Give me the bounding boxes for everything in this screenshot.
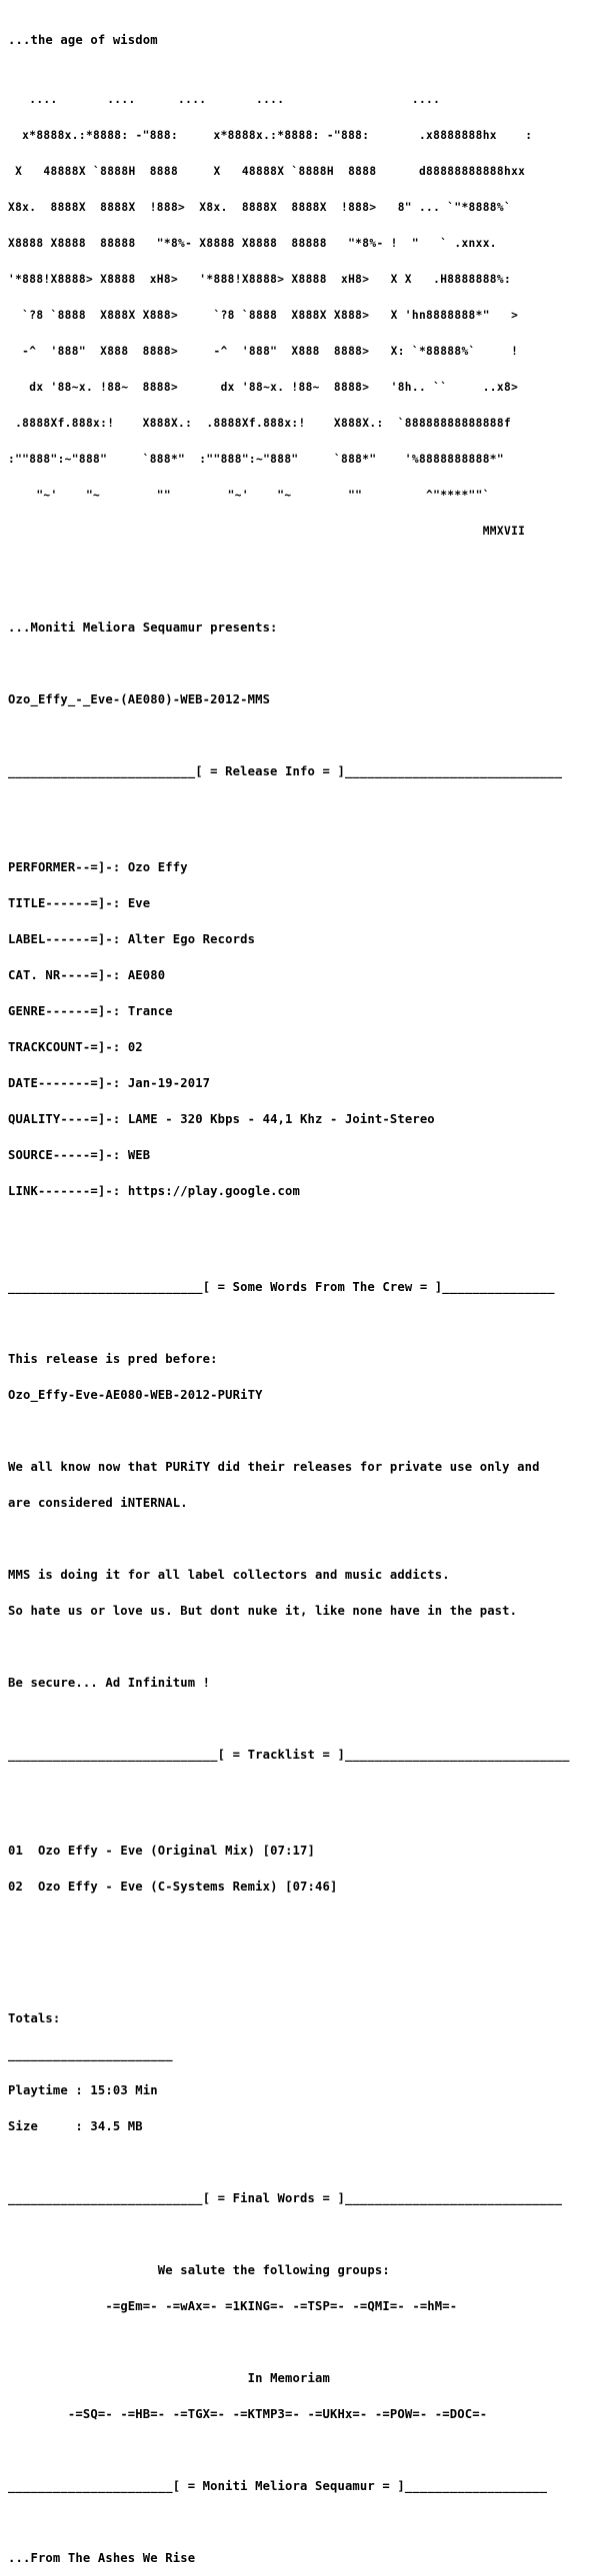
track-title: Ozo Effy - Eve (Original Mix): [37, 1844, 256, 1858]
ascii-art-line: "~' "~ "" "~' "~ "" ^"****""`: [8, 489, 490, 502]
totals-playtime: [8, 2084, 588, 2096]
info-value: https://play.google.com: [127, 1184, 301, 1198]
info-row: [8, 1041, 588, 1053]
section-divider-info: _________________________[ = Release Info = ]_____________________________: [8, 764, 563, 778]
section-divider-crew: __________________________[ = Some Words From The Crew = ]_______________: [8, 1280, 555, 1294]
info-row: [8, 1149, 588, 1161]
crew-paragraph-text: We all know now that PURiTY did their releases for private use only and: [8, 1460, 540, 1474]
info-key: LABEL------=]-:: [8, 932, 121, 946]
ascii-art-line: '*888!X8888> X8888 xH8> '*888!X8888> X8888 xH8> X X .H8888888%:: [8, 273, 512, 286]
info-row: [8, 1005, 588, 1017]
info-key: SOURCE-----=]-:: [8, 1148, 121, 1162]
crew-pred-text: This release is pred before:: [8, 1352, 218, 1366]
crew-closing-text: Be secure... Ad Infinitum !: [8, 1676, 211, 1690]
info-value: Ozo Effy: [127, 860, 188, 874]
info-key: DATE-------=]-:: [8, 1076, 121, 1090]
info-row: [8, 897, 588, 909]
release-info-list: [8, 837, 588, 1221]
nfo-document: [8, 10, 588, 2576]
section-title-crew: [ = Some Words From The Crew = ]: [202, 1280, 443, 1294]
playtime-key: Playtime :: [8, 2083, 83, 2097]
ascii-art-line: x*8888x.:*8888: -"888: x*8888x.:*8888: -"888: .x8888888hx :: [8, 129, 533, 142]
intro-text: ...the age of wisdom: [8, 33, 158, 47]
presents-text: ...Moniti Meliora Sequamur presents:: [8, 621, 278, 635]
section-title-final: [ = Final Words = ]: [202, 2191, 345, 2205]
track-number: 02: [8, 1880, 23, 1894]
track-number: 01: [8, 1844, 23, 1858]
section-divider-tracklist: ____________________________[ = Tracklist = ]______________________________: [8, 1748, 570, 1762]
track-row: [8, 1881, 588, 1893]
info-row: [8, 1185, 588, 1197]
ascii-art-line: .8888Xf.888x:! X888X.: .8888Xf.888x:! X888X.: `88888888888888f: [8, 417, 512, 430]
crew-paragraph-text: So hate us or love us. But dont nuke it, like none have in the past.: [8, 1604, 518, 1618]
final-memoriam-groups: -=SQ=- -=HB=- -=TGX=- -=KTMP3=- -=UKHx=- -=POW=- -=DOC=-: [67, 2407, 488, 2421]
info-row: [8, 1077, 588, 1089]
ascii-art-line: MMXVII: [8, 525, 526, 538]
track-duration: [07:17]: [262, 1844, 316, 1858]
crew-paragraph-text: are considered iNTERNAL.: [8, 1496, 188, 1510]
ascii-art-line: X 48888X `8888H 8888 X 48888X `8888H 8888 d88888888888hxx: [8, 165, 526, 178]
totals-underline: ______________________: [8, 2047, 173, 2061]
track-duration: [07:46]: [285, 1880, 338, 1894]
ascii-art-line: X8x. 8888X 8888X !888> X8x. 8888X 8888X !888> 8" ... `"*8888%`: [8, 201, 512, 214]
totals-label: Totals:: [8, 2011, 61, 2025]
info-value: Alter Ego Records: [127, 932, 256, 946]
ascii-art-line: :""888":~"888" `888*" :""888":~"888" `888*" '%8888888888*": [8, 453, 504, 466]
info-value: WEB: [127, 1148, 151, 1162]
info-key: PERFORMER--=]-:: [8, 860, 121, 874]
section-divider-footer: ______________________[ = Moniti Meliora Sequamur = ]___________________: [8, 2479, 548, 2493]
playtime-value: 15:03 Min: [90, 2083, 158, 2097]
crew-pred-release: Ozo_Effy-Eve-AE080-WEB-2012-PURiTY: [8, 1388, 263, 1402]
info-value: 02: [127, 1040, 143, 1054]
info-row: [8, 969, 588, 981]
size-value: 34.5 MB: [90, 2119, 143, 2133]
final-salute-text: We salute the following groups:: [157, 2263, 390, 2277]
info-key: GENRE------=]-:: [8, 1004, 121, 1018]
info-row: [8, 933, 588, 945]
track-row: [8, 1845, 588, 1857]
info-key: QUALITY----=]-:: [8, 1112, 121, 1126]
ascii-art-logo: [8, 70, 588, 562]
info-value: Jan-19-2017: [127, 1076, 211, 1090]
info-value: Trance: [127, 1004, 173, 1018]
release-name: Ozo_Effy_-_Eve-(AE080)-WEB-2012-MMS: [8, 692, 271, 706]
info-row: [8, 861, 588, 873]
totals-size: [8, 2120, 588, 2132]
size-key: Size :: [8, 2119, 83, 2133]
ascii-art-line: X8888 X8888 88888 "*8%- X8888 X8888 88888 "*8%- ! " ` .xnxx.: [8, 237, 497, 250]
section-title-footer: [ = Moniti Meliora Sequamur = ]: [172, 2479, 405, 2493]
ascii-art-line: .... .... .... .... ....: [8, 93, 441, 106]
final-groups-list: -=gEm=- -=wAx=- =1KING=- -=TSP=- -=QMI=- -=hM=-: [105, 2299, 458, 2313]
section-title-info: [ = Release Info = ]: [195, 764, 345, 778]
info-row: [8, 1113, 588, 1125]
final-memoriam-text: In Memoriam: [247, 2371, 330, 2385]
ascii-art-line: -^ '888" X888 8888> -^ '888" X888 8888> X: `*88888%` !: [8, 345, 519, 358]
outro-text: ...From The Ashes We Rise: [8, 2551, 196, 2565]
tracklist: [8, 1821, 588, 1917]
track-title: Ozo Effy - Eve (C-Systems Remix): [37, 1880, 278, 1894]
ascii-art-line: `?8 `8888 X888X X888> `?8 `8888 X888X X888> X 'hn8888888*" >: [8, 309, 519, 322]
crew-paragraph-text: MMS is doing it for all label collectors and music addicts.: [8, 1568, 450, 1582]
info-value: LAME - 320 Kbps - 44,1 Khz - Joint-Stereo: [127, 1112, 435, 1126]
info-key: CAT. NR----=]-:: [8, 968, 121, 982]
ascii-art-line: dx '88~x. !88~ 8888> dx '88~x. !88~ 8888> '8h.. `` ..x8>: [8, 381, 519, 394]
section-title-tracklist: [ = Tracklist = ]: [217, 1748, 345, 1762]
info-key: TITLE------=]-:: [8, 896, 121, 910]
section-divider-final: __________________________[ = Final Words = ]_____________________________: [8, 2191, 563, 2205]
info-value: AE080: [127, 968, 166, 982]
info-value: Eve: [127, 896, 151, 910]
info-key: LINK-------=]-:: [8, 1184, 121, 1198]
info-key: TRACKCOUNT-=]-:: [8, 1040, 121, 1054]
